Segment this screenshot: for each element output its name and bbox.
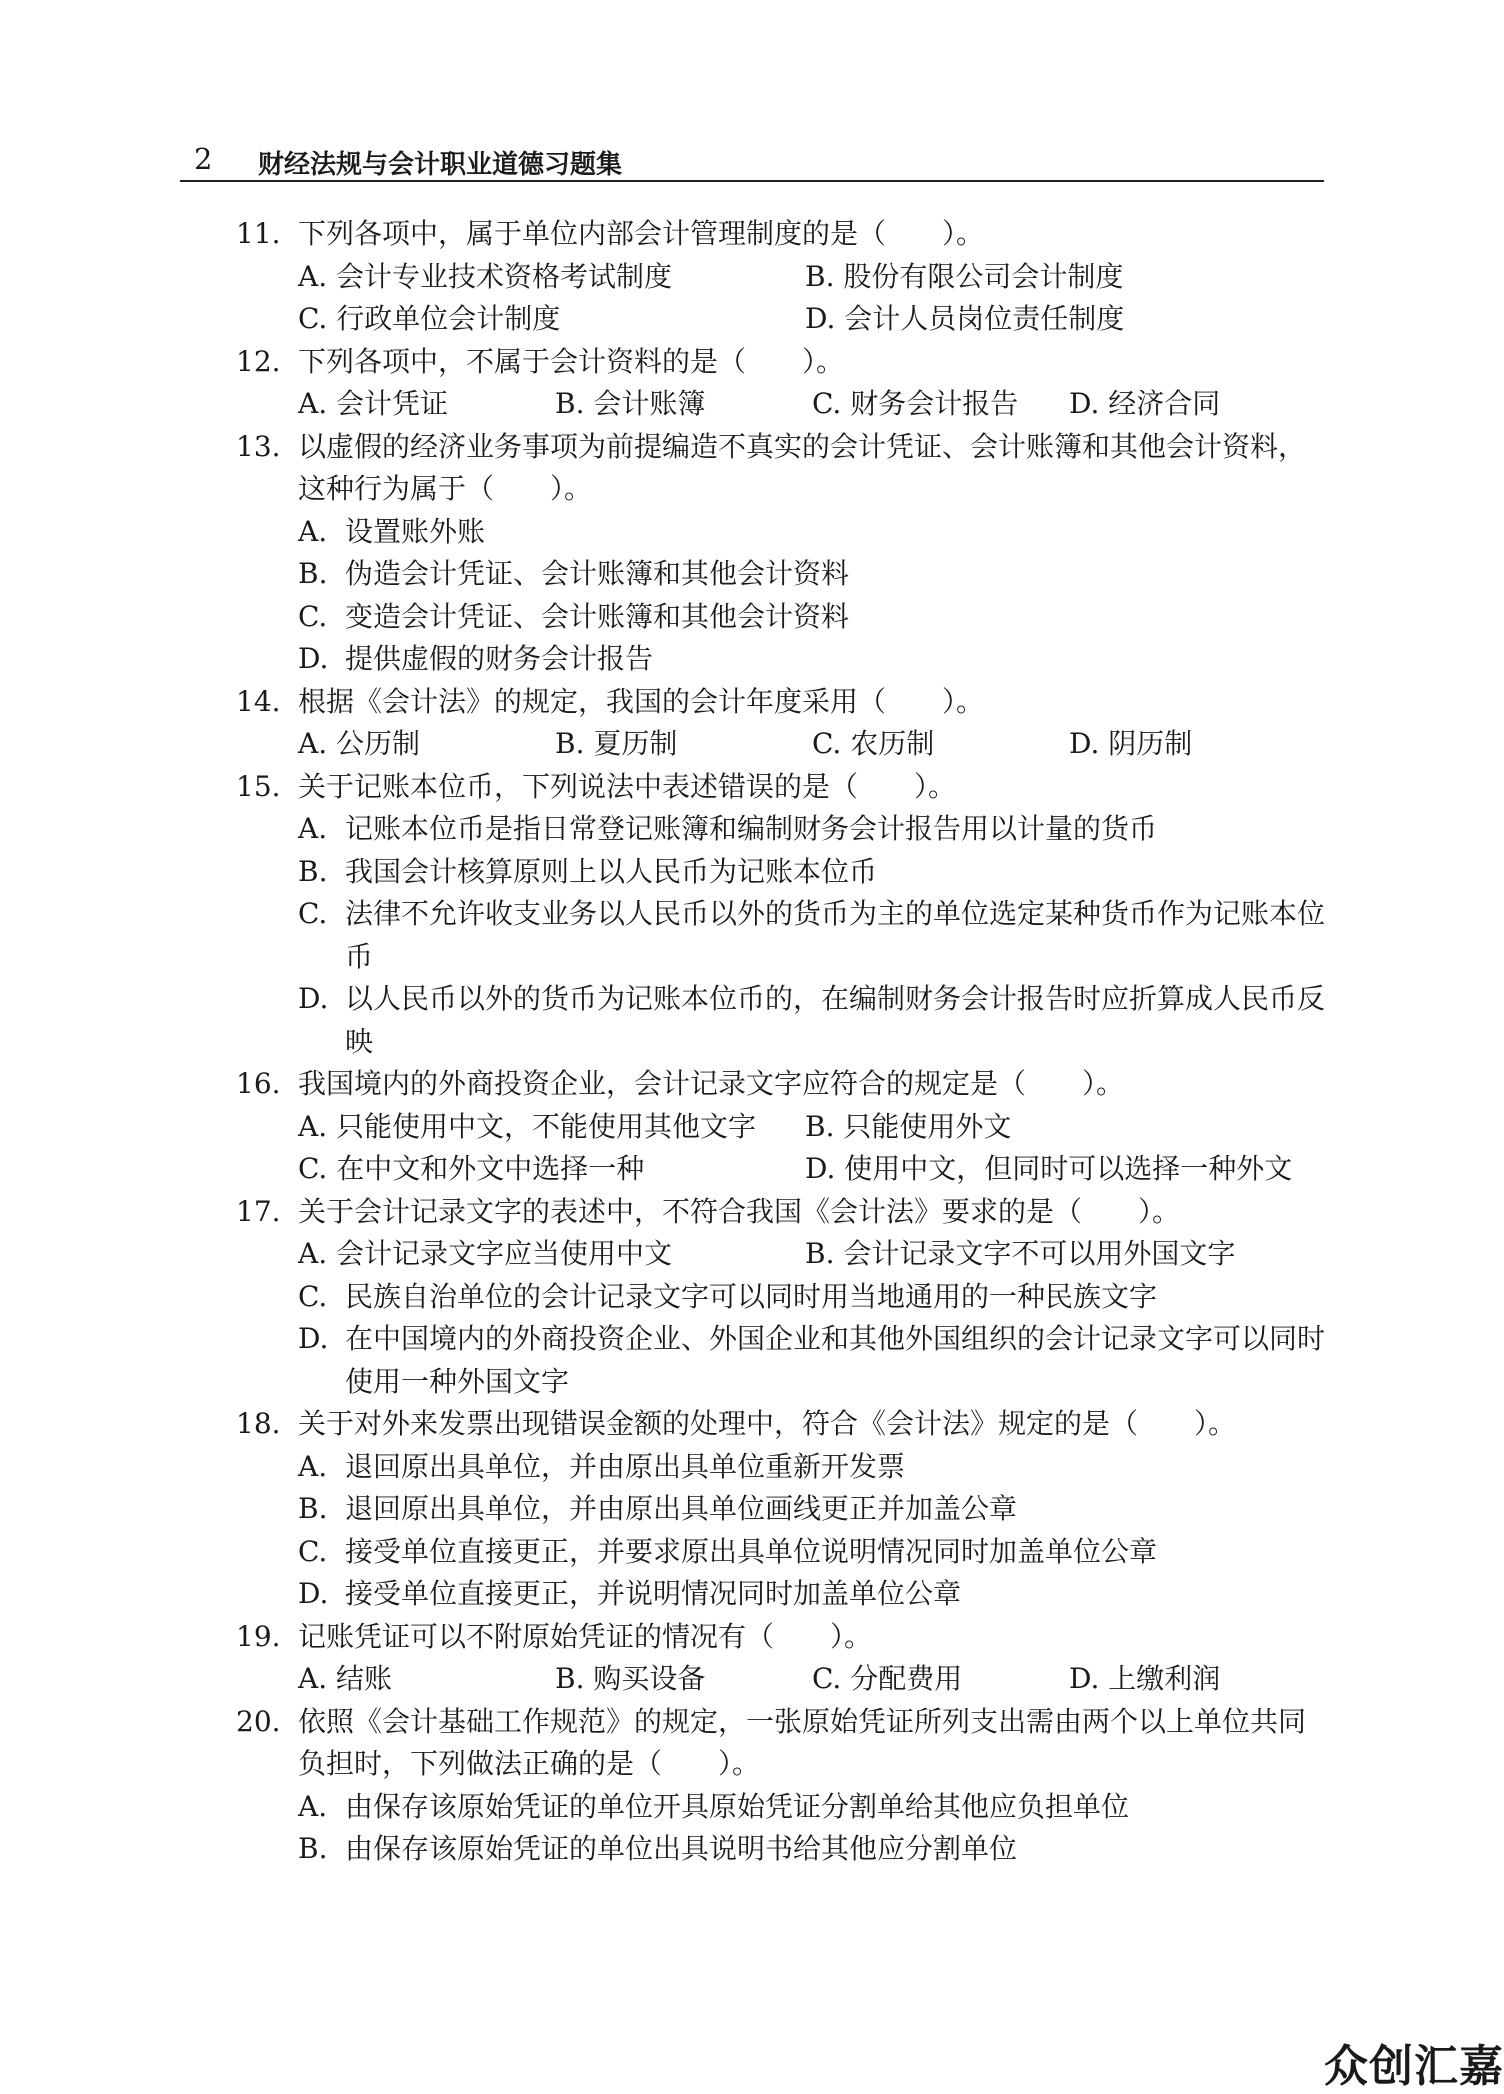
answer-option: B. 夏历制 (555, 727, 678, 760)
answer-option: A. 会计记录文字应当使用中文 (298, 1237, 673, 1270)
question-item (236, 766, 1326, 1064)
question-stem (236, 1191, 1326, 1234)
answer-option: B. 只能使用外文 (805, 1109, 1012, 1143)
question-item (236, 681, 1326, 766)
answer-option (236, 1786, 1326, 1829)
answer-option: C. 分配费用 (812, 1662, 963, 1695)
answer-option: B. 购买设备 (555, 1662, 706, 1695)
answer-option (236, 1488, 1326, 1531)
answer-option: A. 结账 (298, 1662, 393, 1695)
answer-option (236, 1531, 1326, 1574)
question-stem (236, 213, 1326, 256)
option-letter: D. (298, 642, 329, 675)
answer-option (236, 893, 1326, 978)
question-text: 依照《会计基础工作规范》的规定，一张原始凭证所列支出需由两个以上单位共同负担时，下列做法正确的是（ ）。 (298, 1704, 1307, 1780)
question-item (236, 1616, 1326, 1701)
question-number: 15. (236, 769, 281, 803)
question-stem (236, 1701, 1326, 1786)
question-number: 13. (236, 429, 281, 463)
option-letter: D. (298, 1322, 329, 1355)
watermark-logo: 众创汇嘉 (1324, 2041, 1504, 2092)
option-text: 我国会计核算原则上以人民币为记账本位币 (345, 854, 878, 888)
question-item (236, 341, 1326, 426)
option-letter: C. (298, 897, 328, 930)
option-letter: A. (298, 514, 328, 548)
option-text: 由保存该原始凭证的单位开具原始凭证分割单给其他应负担单位 (345, 1789, 1130, 1823)
option-text: 提供虚假的财务会计报告 (345, 642, 654, 675)
option-letter: A. (298, 1789, 328, 1823)
option-text: 设置账外账 (345, 514, 486, 548)
answer-option: D. 经济合同 (1069, 387, 1221, 420)
option-letter: C. (298, 1534, 328, 1568)
question-number: 19. (236, 1619, 281, 1653)
question-number: 17. (236, 1194, 281, 1228)
question-text: 关于对外来发票出现错误金额的处理中，符合《会计法》规定的是（ ）。 (298, 1407, 1237, 1440)
answer-option (236, 1276, 1326, 1319)
option-row (236, 1106, 1326, 1149)
answer-option: D. 阴历制 (1069, 727, 1193, 760)
question-text: 以虚假的经济业务事项为前提编造不真实的会计凭证、会计账簿和其他会计资料，这种行为属于（ ）。 (298, 429, 1307, 505)
option-row (236, 1658, 1326, 1701)
option-text: 接受单位直接更正，并要求原出具单位说明情况同时加盖单位公章 (345, 1534, 1158, 1568)
question-stem (236, 681, 1326, 724)
question-text: 记账凭证可以不附原始凭证的情况有（ ）。 (298, 1619, 873, 1653)
option-text: 由保存该原始凭证的单位出具说明书给其他应分割单位 (345, 1832, 1018, 1865)
answer-option: B. 会计记录文字不可以用外国文字 (805, 1237, 1236, 1270)
answer-option: C. 财务会计报告 (812, 387, 1019, 420)
question-text: 我国境内的外商投资企业，会计记录文字应符合的规定是（ ）。 (298, 1067, 1125, 1100)
question-item (236, 1191, 1326, 1404)
question-stem (236, 1063, 1326, 1106)
answer-option: C. 在中文和外文中选择一种 (298, 1152, 645, 1185)
option-row (236, 723, 1326, 766)
question-stem (236, 426, 1326, 511)
option-text: 记账本位币是指日常登记账簿和编制财务会计报告用以计量的货币 (345, 812, 1158, 845)
question-stem (236, 341, 1326, 384)
question-item (236, 426, 1326, 681)
question-stem (236, 1403, 1326, 1446)
answer-option (236, 808, 1326, 851)
option-text: 变造会计凭证、会计账簿和其他会计资料 (345, 599, 850, 633)
question-number: 16. (236, 1067, 281, 1100)
page-header (180, 140, 1324, 182)
question-list (236, 213, 1326, 1871)
option-text: 退回原出具单位，并由原出具单位画线更正并加盖公章 (345, 1492, 1018, 1525)
answer-option (236, 978, 1326, 1063)
option-row (236, 1148, 1326, 1191)
answer-option (236, 1318, 1326, 1403)
answer-option (236, 851, 1326, 894)
answer-option (236, 553, 1326, 596)
answer-option: B. 会计账簿 (555, 387, 706, 420)
option-row (236, 1233, 1326, 1276)
book-title: 财经法规与会计职业道德习题集 (258, 150, 623, 180)
question-number: 20. (236, 1704, 281, 1738)
answer-option: B. 股份有限公司会计制度 (805, 259, 1124, 293)
option-row (236, 383, 1326, 426)
question-text: 下列各项中，不属于会计资料的是（ ）。 (298, 344, 845, 378)
option-text: 民族自治单位的会计记录文字可以同时用当地通用的一种民族文字 (345, 1279, 1158, 1313)
option-letter: B. (298, 1492, 328, 1525)
question-number: 11. (236, 217, 281, 250)
option-letter: B. (298, 1832, 328, 1865)
option-letter: A. (298, 1449, 328, 1483)
question-item (236, 213, 1326, 341)
question-text: 关于记账本位币，下列说法中表述错误的是（ ）。 (298, 769, 957, 803)
question-stem (236, 1616, 1326, 1659)
answer-option: A. 只能使用中文，不能使用其他文字 (298, 1109, 757, 1143)
answer-option (236, 596, 1326, 639)
option-text: 伪造会计凭证、会计账簿和其他会计资料 (345, 557, 850, 590)
answer-option: D. 使用中文，但同时可以选择一种外文 (805, 1152, 1293, 1185)
answer-option: C. 行政单位会计制度 (298, 302, 561, 335)
answer-option: A. 公历制 (298, 727, 421, 760)
option-letter: C. (298, 599, 328, 633)
answer-option: D. 上缴利润 (1069, 1662, 1221, 1695)
page-number: 2 (194, 142, 213, 176)
option-text: 在中国境内的外商投资企业、外国企业和其他外国组织的会计记录文字可以同时使用一种外国文字 (345, 1322, 1326, 1398)
answer-option: A. 会计专业技术资格考试制度 (298, 259, 673, 293)
answer-option (236, 638, 1326, 681)
question-item (236, 1701, 1326, 1871)
question-text: 根据《会计法》的规定，我国的会计年度采用（ ）。 (298, 684, 985, 718)
option-letter: B. (298, 557, 328, 590)
option-row (236, 298, 1326, 341)
option-letter: D. (298, 1577, 329, 1610)
question-number: 12. (236, 344, 281, 378)
answer-option (236, 1573, 1326, 1616)
option-letter: D. (298, 982, 329, 1015)
option-text: 以人民币以外的货币为记账本位币的，在编制财务会计报告时应折算成人民币反映 (345, 982, 1326, 1058)
question-text: 下列各项中，属于单位内部会计管理制度的是（ ）。 (298, 217, 985, 250)
question-item (236, 1063, 1326, 1191)
answer-option: A. 会计凭证 (298, 387, 449, 420)
option-row (236, 256, 1326, 299)
option-letter: B. (298, 854, 328, 888)
question-item (236, 1403, 1326, 1616)
question-number: 14. (236, 684, 281, 718)
answer-option: C. 农历制 (812, 727, 935, 760)
answer-option (236, 511, 1326, 554)
option-text: 退回原出具单位，并由原出具单位重新开发票 (345, 1449, 906, 1483)
option-letter: C. (298, 1279, 328, 1313)
option-text: 法律不允许收支业务以人民币以外的货币为主的单位选定某种货币作为记账本位币 (345, 897, 1326, 973)
option-letter: A. (298, 812, 328, 845)
question-number: 18. (236, 1407, 281, 1440)
question-text: 关于会计记录文字的表述中，不符合我国《会计法》要求的是（ ）。 (298, 1194, 1181, 1228)
answer-option (236, 1828, 1326, 1871)
answer-option (236, 1446, 1326, 1489)
question-stem (236, 766, 1326, 809)
answer-option: D. 会计人员岗位责任制度 (805, 302, 1125, 335)
option-text: 接受单位直接更正，并说明情况同时加盖单位公章 (345, 1577, 962, 1610)
